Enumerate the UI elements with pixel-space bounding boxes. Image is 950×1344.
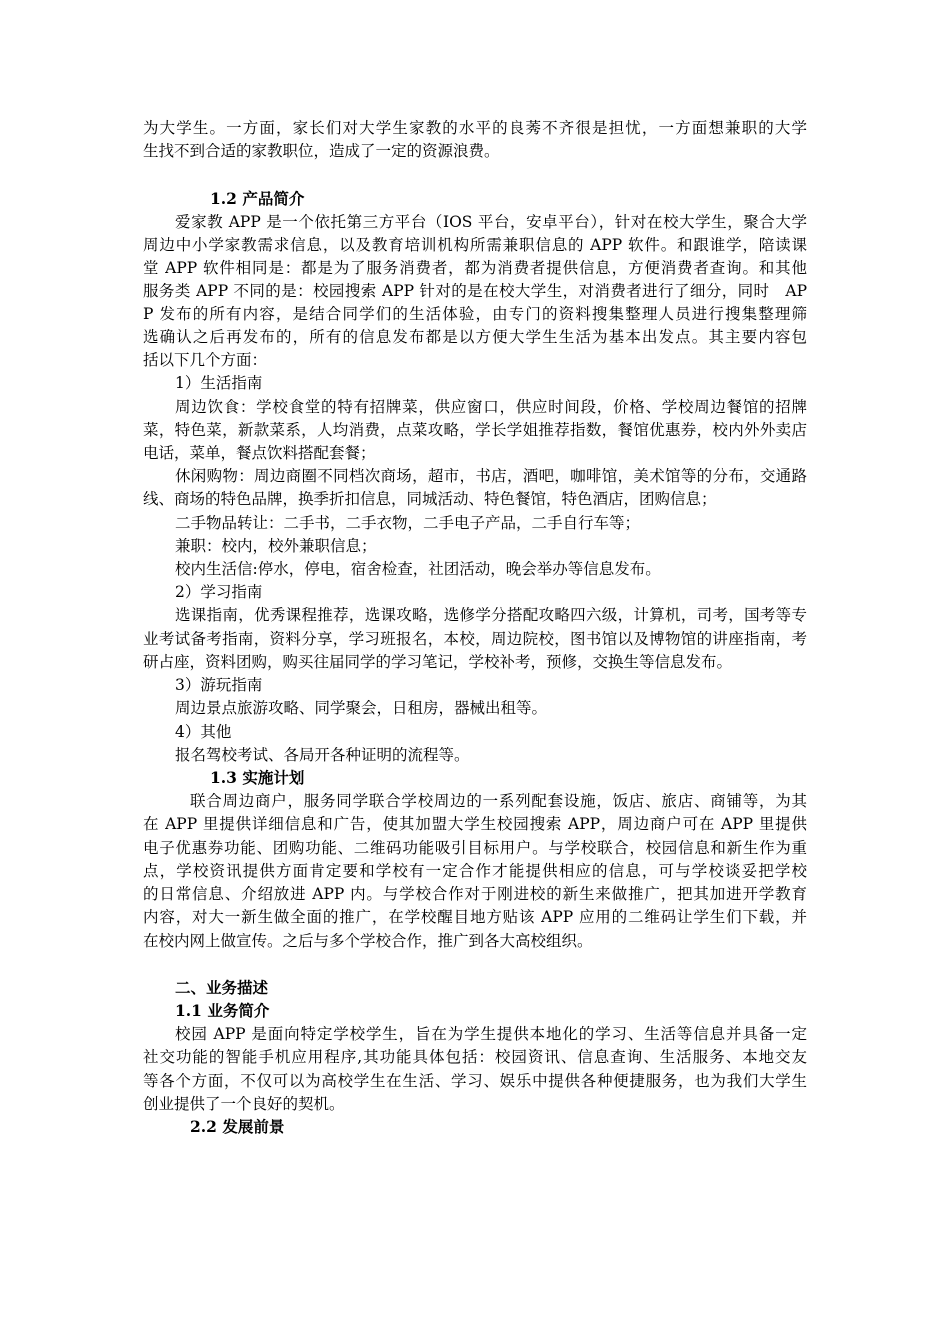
text-line: 点，学校资讯提供方面肯定要和学校有一定合作才能提供相应的信息，可与学校谈妥把学校 (143, 862, 807, 880)
subsection-heading: 4）其他 (175, 723, 232, 741)
text-line: 校园 APP 是面向特定学校学生，旨在为学生提供本地化的学习、生活等信息并具备一定 (175, 1025, 807, 1043)
text-line: 联合周边商户，服务同学联合学校周边的一系列配套设施，饭店、旅店、商铺等，为其 (190, 792, 807, 810)
text-line: 电子优惠券功能、团购功能、二维码功能吸引目标用户。与学校联合，校园信息和新生作为重 (143, 839, 807, 857)
text-line: 线、商场的特色品牌，换季折扣信息，同城活动、特色餐馆，特色酒店，团购信息； (143, 490, 717, 508)
text-line: 休闲购物：周边商圈不同档次商场，超市，书店，酒吧，咖啡馆，美术馆等的分布，交通路 (175, 467, 807, 485)
text-line: 周边饮食：学校食堂的特有招牌菜，供应窗口，供应时间段，价格、学校周边餐馆的招牌 (175, 398, 807, 416)
text-line: 生找不到合适的家教职位，造成了一定的资源浪费。 (143, 142, 500, 160)
text-line: 社交功能的智能手机应用程序,其功能具体包括：校园资讯、信息查询、生活服务、本地交友 (143, 1048, 807, 1066)
text-line: 括以下几个方面： (143, 351, 268, 369)
section-heading: 1.2 产品简介 (210, 189, 305, 208)
text-line: 的日常信息、介绍放进 APP 内。与学校合作对于刚进校的新生来做推广，把其加进开学教育 (143, 885, 807, 903)
chapter-heading: 二、业务描述 (175, 978, 269, 997)
text-line: 选课指南，优秀课程推荐，选课攻略，选修学分搭配攻略四六级，计算机，司考，国考等专 (175, 606, 807, 624)
section-heading: 1.1 业务简介 (175, 1001, 270, 1020)
subsection-heading: 1）生活指南 (175, 374, 263, 392)
text-line: 等各个方面，不仅可以为高校学生在生活、学习、娱乐中提供各种便捷服务，也为我们大学生 (143, 1072, 807, 1090)
text-line: 在 APP 里提供详细信息和广告，使其加盟大学生校园搜索 APP，周边商户可在 APP 里提供 (143, 815, 807, 833)
text-line: 内容，对大一新生做全面的推广，在学校醒目地方贴该 APP 应用的二维码让学生们下载，并 (143, 908, 807, 926)
text-line: 创业提供了一个良好的契机。 (143, 1095, 345, 1113)
subsection-heading: 3）游玩指南 (175, 676, 263, 694)
text-line: 业考试备考指南，资料分享，学习班报名，本校，周边院校，图书馆以及博物馆的讲座指南，考 (143, 630, 807, 648)
text-line: 二手物品转让：二手书，二手衣物，二手电子产品，二手自行车等； (175, 514, 641, 532)
text-line: 报名驾校考试、各局开各种证明的流程等。 (175, 746, 470, 764)
text-line: 爱家教 APP 是一个依托第三方平台（IOS 平台，安卓平台），针对在校大学生，聚合大学 (175, 213, 807, 231)
section-heading: 1.3 实施计划 (210, 768, 305, 787)
text-line: 服务类 APP 不同的是：校园搜索 APP 针对的是在校大学生，对消费者进行了细分，同时 AP (143, 282, 807, 300)
text-line: 在校内网上做宣传。之后与多个学校合作，推广到各大高校组织。 (143, 932, 593, 950)
text-line: 研占座，资料团购，购买往届同学的学习笔记，学校补考，预修，交换生等信息发布。 (143, 653, 733, 671)
text-line: 周边景点旅游攻略、同学聚会，日租房，器械出租等。 (175, 699, 548, 717)
text-line: 兼职：校内，校外兼职信息； (175, 537, 377, 555)
text-line: 电话，菜单，餐点饮料搭配套餐； (143, 444, 376, 462)
text-line: 周边中小学家教需求信息，以及教育培训机构所需兼职信息的 APP 软件。和跟谁学，陪读课 (143, 236, 807, 254)
text-line: 为大学生。一方面，家长们对大学生家教的水平的良莠不齐很是担忧，一方面想兼职的大学 (143, 119, 807, 137)
text-line: 菜，特色菜，新款菜系，人均消费，点菜攻略，学长学姐推荐指数，餐馆优惠券，校内外外卖店 (143, 421, 807, 439)
text-line: 选确认之后再发布的，所有的信息发布都是以方便大学生生活为基本出发点。其主要内容包 (143, 328, 807, 346)
section-heading: 2.2 发展前景 (190, 1117, 285, 1136)
subsection-heading: 2）学习指南 (175, 583, 263, 601)
text-line: 校内生活信:停水，停电，宿舍检查，社团活动，晚会举办等信息发布。 (175, 560, 661, 578)
text-line: P 发布的所有内容，是结合同学们的生活体验，由专门的资料搜集整理人员进行搜集整理筛 (143, 305, 807, 323)
text-line: 堂 APP 软件相同是：都是为了服务消费者，都为消费者提供信息，方便消费者查询。和其他 (143, 259, 807, 277)
